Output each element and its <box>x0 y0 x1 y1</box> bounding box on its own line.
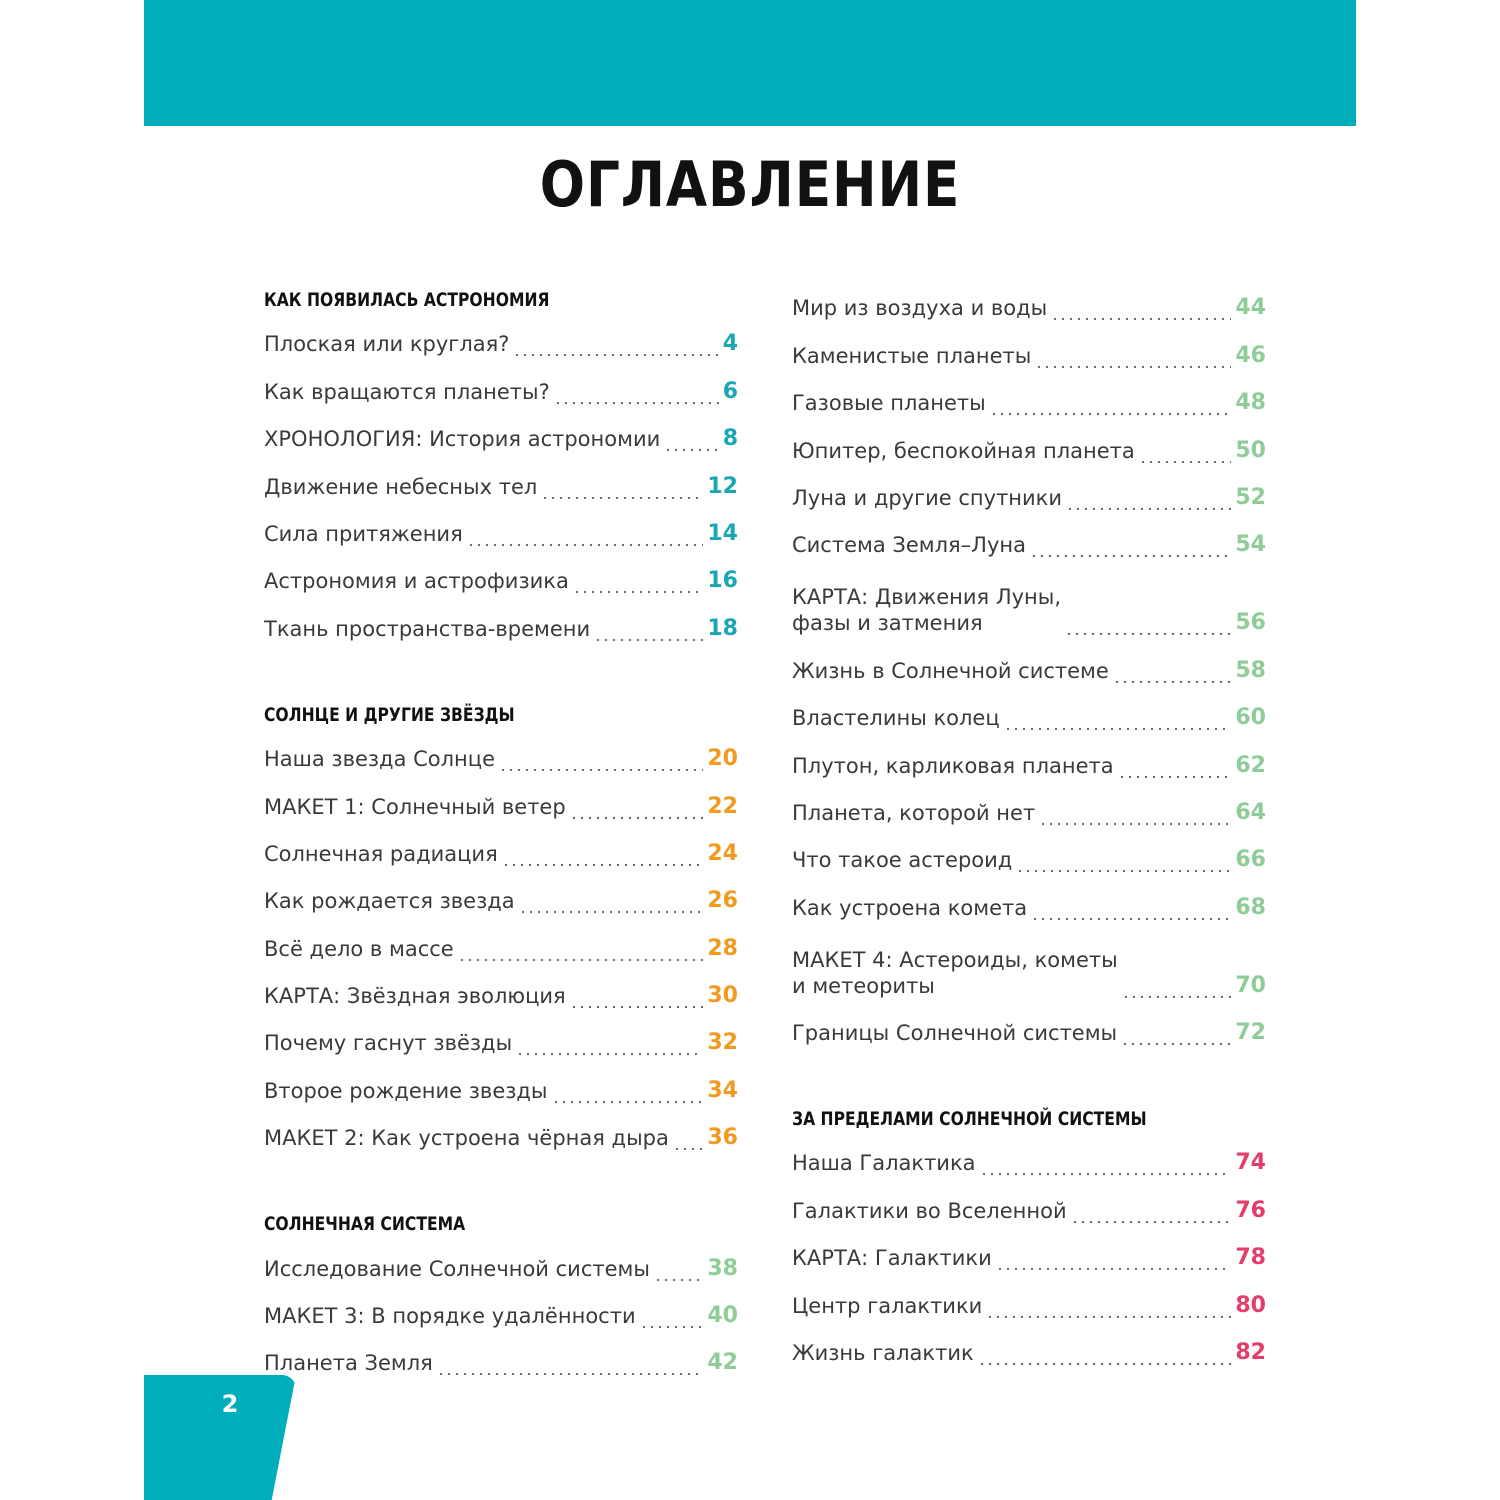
dot-leader <box>554 385 719 405</box>
dot-leader <box>519 894 704 914</box>
toc-entry[interactable] <box>792 424 1266 471</box>
toc-entry-title: Каменистые планеты <box>792 343 1032 368</box>
section-heading: ЗА ПРЕДЕЛАМИ СОЛНЕЧНОЙ СИСТЕМЫ <box>792 1108 1147 1131</box>
toc-entry-page: 26 <box>707 888 738 914</box>
toc-entry-title: Сила притяжения <box>264 521 463 546</box>
toc-entry-title: Солнечная радиация <box>264 841 498 866</box>
toc-entry-page: 34 <box>707 1077 738 1103</box>
toc-entry-page: 58 <box>1235 657 1266 683</box>
toc-entry-page: 72 <box>1235 1020 1266 1046</box>
toc-entry-page: 30 <box>707 983 738 1009</box>
dot-leader <box>673 1131 704 1151</box>
toc-entry[interactable] <box>792 929 1266 1007</box>
toc-entry[interactable] <box>264 922 738 969</box>
toc-entry[interactable] <box>792 282 1266 329</box>
toc-entry[interactable] <box>264 828 738 875</box>
dot-leader <box>1121 1026 1231 1046</box>
dot-leader <box>1035 349 1231 369</box>
toc-entry-page: 60 <box>1235 705 1266 731</box>
dot-leader <box>570 989 704 1009</box>
toc-entry[interactable] <box>792 1327 1266 1374</box>
toc-entry-title: Астрономия и астрофизика <box>264 569 569 594</box>
dot-leader <box>980 1156 1232 1176</box>
toc-entry-page: 68 <box>1235 894 1266 920</box>
dot-leader <box>640 1309 704 1329</box>
toc-entry-title: МАКЕТ 1: Солнечный ветер <box>264 794 566 819</box>
toc-entry-page: 44 <box>1235 295 1266 321</box>
toc-entry[interactable] <box>264 1064 738 1111</box>
toc-entry-page: 18 <box>707 615 738 641</box>
toc-entry-title: Второе рождение звезды <box>264 1078 548 1103</box>
toc-entry-page: 22 <box>707 793 738 819</box>
dot-leader <box>552 1084 704 1104</box>
toc-entry[interactable] <box>264 875 738 922</box>
toc-entry-title: Планета, которой нет <box>792 800 1036 825</box>
toc-entry[interactable] <box>264 1112 738 1159</box>
toc-entry-page: 46 <box>1235 342 1266 368</box>
toc-entry-title: Мир из воздуха и воды <box>792 296 1048 321</box>
dot-leader <box>467 527 704 547</box>
toc-entry[interactable] <box>264 1337 738 1384</box>
dot-leader <box>1066 491 1231 511</box>
toc-entry[interactable] <box>792 1007 1266 1054</box>
toc-entry[interactable] <box>264 733 738 780</box>
toc-entry-page: 36 <box>707 1125 738 1151</box>
toc-entry-title: КАРТА: Движения Луны, фазы и затмения <box>792 585 1062 636</box>
toc-entry-page: 42 <box>707 1350 738 1376</box>
section-gap <box>264 650 738 697</box>
toc-entry[interactable] <box>792 834 1266 881</box>
top-color-band <box>144 0 1356 126</box>
toc-entry[interactable] <box>264 318 738 365</box>
toc-entry[interactable] <box>792 787 1266 834</box>
toc-entry-title: Плутон, карликовая планета <box>792 753 1114 778</box>
toc-entry-page: 12 <box>707 473 738 499</box>
toc-entry-page: 54 <box>1235 532 1266 558</box>
dot-leader <box>499 752 703 772</box>
toc-entry-title: Почему гаснут звёзды <box>264 1031 513 1056</box>
toc-entry[interactable] <box>792 329 1266 376</box>
toc-entry-page: 62 <box>1235 752 1266 778</box>
toc-entry[interactable] <box>264 602 738 649</box>
toc-entry-title: Что такое астероид <box>792 848 1013 873</box>
toc-entry-page: 70 <box>1235 972 1266 998</box>
toc-entry-title: КАРТА: Галактики <box>792 1246 992 1271</box>
dot-leader <box>978 1346 1232 1366</box>
toc-entry[interactable] <box>792 644 1266 691</box>
toc-entry[interactable] <box>264 460 738 507</box>
toc-entry-title: Движение небесных тел <box>264 474 538 499</box>
toc-entry-page: 28 <box>707 935 738 961</box>
toc-entry[interactable] <box>792 692 1266 739</box>
toc-entry-page: 82 <box>1235 1340 1266 1366</box>
toc-entry[interactable] <box>264 365 738 412</box>
toc-right-column <box>792 282 1266 1374</box>
dot-leader <box>654 1262 703 1282</box>
toc-entry-page: 32 <box>707 1030 738 1056</box>
toc-entry-title: МАКЕТ 4: Астероиды, кометы и метеориты <box>792 947 1118 998</box>
toc-entry-title: Центр галактики <box>792 1293 983 1318</box>
dot-leader <box>516 1036 703 1056</box>
toc-entry-title: Плоская или круглая? <box>264 332 510 357</box>
section-heading: КАК ПОЯВИЛАСЬ АСТРОНОМИЯ <box>264 289 550 311</box>
dot-leader <box>990 396 1232 416</box>
dot-leader <box>1031 901 1231 921</box>
toc-entry-title: Всё дело в массе <box>264 936 454 961</box>
section-heading: СОЛНЕЧНАЯ СИСТЕМА <box>264 1213 466 1236</box>
toc-entry-page: 52 <box>1235 484 1266 510</box>
dot-leader <box>1004 711 1232 731</box>
toc-entry-page: 40 <box>707 1303 738 1329</box>
dot-leader <box>437 1356 704 1376</box>
toc-entry-page: 24 <box>707 840 738 866</box>
toc-entry-page: 8 <box>722 426 738 452</box>
toc-entry[interactable] <box>792 1184 1266 1231</box>
dot-leader <box>664 432 718 452</box>
dot-leader <box>986 1299 1231 1319</box>
toc-entry[interactable] <box>264 780 738 827</box>
toc-entry-title: Система Земля–Луна <box>792 533 1026 558</box>
dot-leader <box>570 800 704 820</box>
dot-leader <box>573 574 704 594</box>
toc-entry[interactable] <box>792 566 1266 644</box>
dot-leader <box>1118 759 1232 779</box>
toc-entry[interactable] <box>264 413 738 460</box>
toc-entry-title: МАКЕТ 3: В порядке удалённости <box>264 1304 636 1329</box>
toc-entry-title: Как вращаются планеты? <box>264 379 550 404</box>
toc-entry-title: Ткань пространства-времени <box>264 616 591 641</box>
toc-entry-title: Планета Земля <box>264 1351 433 1376</box>
toc-entry-title: Жизнь в Солнечной системе <box>792 658 1109 683</box>
dot-leader <box>996 1251 1232 1271</box>
toc-entry[interactable] <box>792 881 1266 928</box>
toc-entry[interactable] <box>264 1242 738 1289</box>
dot-leader <box>1122 979 1232 999</box>
toc-entry-page: 4 <box>722 331 738 357</box>
toc-entry[interactable] <box>264 1017 738 1064</box>
toc-entry[interactable] <box>792 1279 1266 1326</box>
toc-entry-page: 74 <box>1235 1150 1266 1176</box>
toc-entry-title: Юпитер, беспокойная планета <box>792 438 1135 463</box>
dot-leader <box>541 480 703 500</box>
toc-entry[interactable] <box>792 472 1266 519</box>
section-gap <box>792 1054 1266 1101</box>
toc-entry-title: Луна и другие спутники <box>792 485 1063 510</box>
dot-leader <box>1065 616 1231 636</box>
toc-entry-page: 16 <box>707 568 738 594</box>
page-number: 2 <box>221 1390 239 1418</box>
page-title: ОГЛАВЛЕНИЕ <box>539 148 961 221</box>
dot-leader <box>1030 538 1231 558</box>
toc-entry-title: Как устроена комета <box>792 895 1028 920</box>
dot-leader <box>1139 444 1232 464</box>
toc-entry[interactable] <box>264 1290 738 1337</box>
toc-entry-title: Властелины колец <box>792 706 1000 731</box>
toc-entry-title: Границы Солнечной системы <box>792 1021 1118 1046</box>
dot-leader <box>502 847 704 867</box>
toc-entry-page: 6 <box>722 378 738 404</box>
dot-leader <box>513 337 718 357</box>
toc-entry[interactable] <box>792 1137 1266 1184</box>
toc-entry[interactable] <box>792 377 1266 424</box>
toc-entry[interactable] <box>792 519 1266 566</box>
toc-entry-page: 38 <box>707 1255 738 1281</box>
dot-leader <box>1039 806 1231 826</box>
toc-entry-title: КАРТА: Звёздная эволюция <box>264 984 566 1009</box>
toc-entry-title: Исследование Солнечной системы <box>264 1256 650 1281</box>
dot-leader <box>1113 664 1232 684</box>
toc-left-column <box>264 282 738 1384</box>
toc-entry-title: Наша Галактика <box>792 1151 976 1176</box>
toc-entry-title: МАКЕТ 2: Как устроена чёрная дыра <box>264 1126 669 1151</box>
dot-leader <box>1016 853 1231 873</box>
toc-entry[interactable] <box>264 970 738 1017</box>
dot-leader <box>1051 301 1231 321</box>
toc-entry-page: 20 <box>707 746 738 772</box>
toc-entry-title: Галактики во Вселенной <box>792 1198 1067 1223</box>
toc-entry[interactable] <box>264 555 738 602</box>
toc-entry[interactable] <box>264 508 738 555</box>
toc-entry-title: Жизнь галактик <box>792 1341 974 1366</box>
toc-entry-title: Как рождается звезда <box>264 889 515 914</box>
toc-entry-title: Газовые планеты <box>792 391 986 416</box>
toc-entry-page: 76 <box>1235 1197 1266 1223</box>
toc-entry-page: 14 <box>707 520 738 546</box>
toc-entry-title: ХРОНОЛОГИЯ: История астрономии <box>264 427 661 452</box>
dot-leader <box>458 942 704 962</box>
toc-entry-page: 50 <box>1235 437 1266 463</box>
toc-entry-page: 66 <box>1235 847 1266 873</box>
toc-entry-page: 80 <box>1235 1292 1266 1318</box>
dot-leader <box>594 622 703 642</box>
toc-entry-page: 64 <box>1235 799 1266 825</box>
toc-entry-title: Наша звезда Солнце <box>264 747 495 772</box>
dot-leader <box>1071 1204 1232 1224</box>
toc-entry-page: 78 <box>1235 1245 1266 1271</box>
toc-entry[interactable] <box>792 1232 1266 1279</box>
toc-entry-page: 56 <box>1235 610 1266 636</box>
toc-entry-page: 48 <box>1235 390 1266 416</box>
section-heading: СОЛНЦЕ И ДРУГИЕ ЗВЁЗДЫ <box>264 703 515 726</box>
toc-entry[interactable] <box>792 739 1266 786</box>
section-gap <box>264 1159 738 1206</box>
